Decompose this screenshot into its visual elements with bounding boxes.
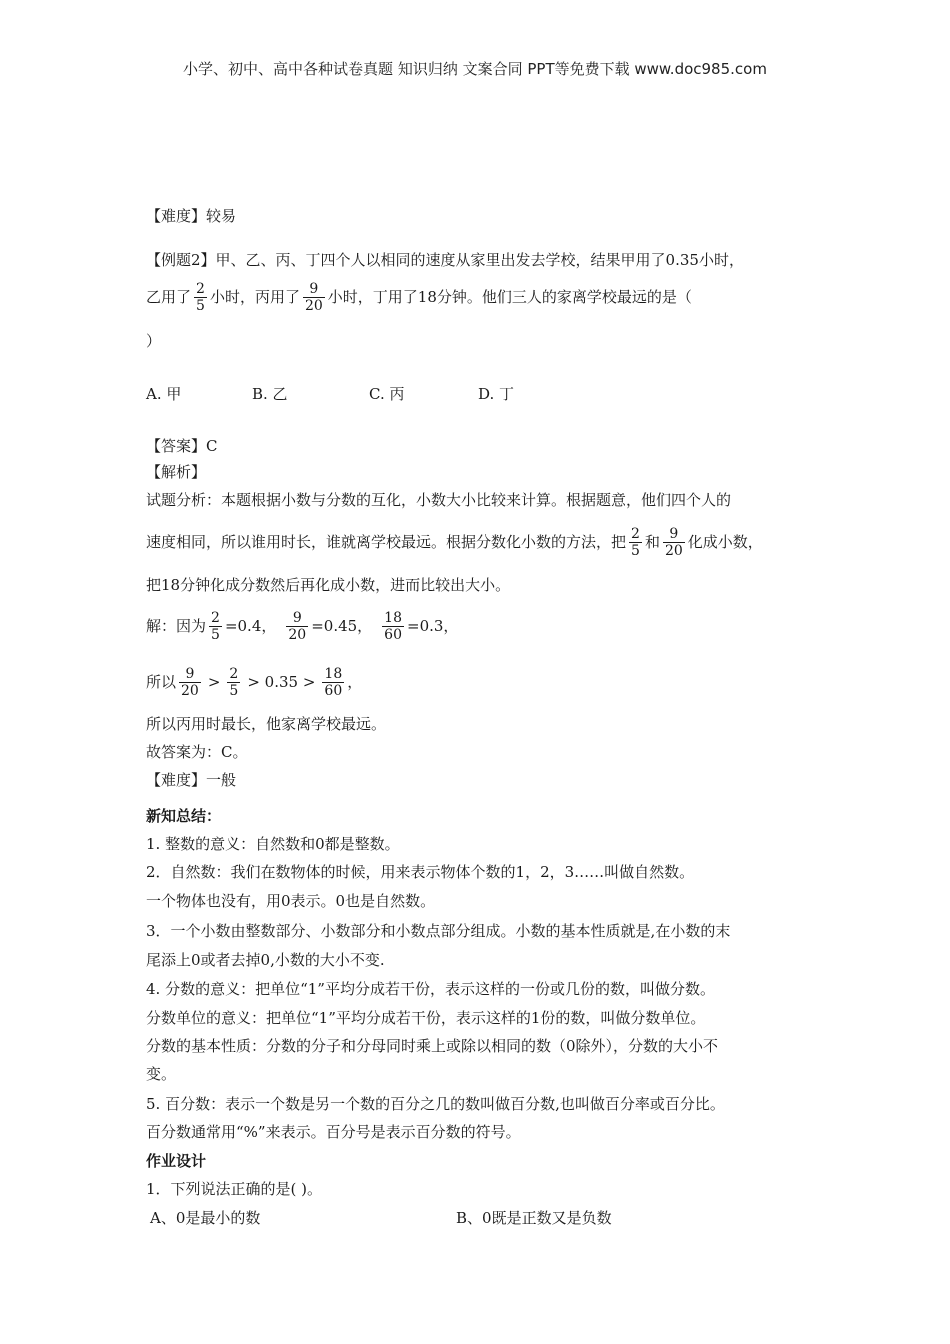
question-1: 1．下列说法正确的是( )。 (146, 1180, 323, 1198)
difficulty-label: 【难度】一般 (146, 771, 237, 789)
option-c: C. 丙 (369, 385, 405, 403)
summary-line: 2．自然数：我们在数物体的时候，用来表示物体个数的1，2，3……叫做自然数。 (146, 863, 695, 881)
solution-text: =0.45， (311, 617, 373, 635)
fraction-18-60: $\frac{18}{60}$ (324, 665, 343, 699)
summary-line: 5. 百分数：表示一个数是另一个数的百分之几的数叫做百分数,也叫做百分率或百分比。 (146, 1095, 725, 1113)
example-text: 乙用了 (146, 288, 192, 306)
solution-text: =0.4， (224, 617, 277, 635)
page-header: 小学、初中、高中各种试卷真题 知识归纳 文案合同 PPT等免费下载 www.doc985.com (183, 60, 767, 78)
comparison-line (146, 662, 362, 702)
analysis-text: 速度相同，所以谁用时长，谁就离学校最远。根据分数化小数的方法，把 (146, 533, 627, 551)
summary-title: 新知总结： (146, 807, 222, 825)
fraction-2-5: $\frac{2}{5}$ (196, 280, 205, 314)
analysis-label: 【解析】 (146, 463, 207, 481)
summary-line: 变。 (146, 1065, 177, 1083)
comparison-text: ， (347, 673, 363, 691)
fraction-9-20: $\frac{9}{20}$ (181, 665, 199, 699)
option-b: B. 乙 (252, 385, 288, 403)
summary-line: 1. 整数的意义：自然数和0都是整数。 (146, 835, 400, 853)
conclusion: 所以丙用时最长，他家离学校最远。 (146, 715, 387, 733)
fraction-9-20: $\frac{9}{20}$ (664, 525, 683, 559)
summary-line: 尾添上0或者去掉0,小数的大小不变. (146, 951, 385, 969)
summary-line: 分数单位的意义：把单位“1”平均分成若干份，表示这样的1份的数，叫做分数单位。 (146, 1009, 706, 1027)
answer: 【答案】C (146, 437, 218, 455)
example-text: 小时，丁用了18分钟。他们三人的家离学校最远的是（ (327, 288, 692, 306)
final-answer: 故答案为：C。 (146, 743, 248, 761)
option-d: D. 丁 (478, 385, 515, 403)
question-1-option-b: B、0既是正数又是负数 (456, 1209, 612, 1227)
summary-line: 分数的基本性质：分数的分子和分母同时乘上或除以相同的数（0除外），分数的大小不 (146, 1037, 719, 1055)
summary-line: 4. 分数的意义：把单位“1”平均分成若干份，表示这样的一份或几份的数，叫做分数。 (146, 980, 715, 998)
example-line-3: ） (146, 332, 162, 350)
greater-than-sign: > (207, 673, 221, 691)
solution-line (146, 606, 458, 646)
fraction-2-5: $\frac{2}{5}$ (229, 665, 239, 699)
question-1-option-a: A、0是最小的数 (150, 1209, 261, 1227)
fraction-9-20: $\frac{9}{20}$ (304, 280, 323, 314)
example-line-1: 【例题2】甲、乙、丙、丁四个人以相同的速度从家里出发去学校，结果甲用了0.35小时， (146, 251, 744, 269)
analysis-line-2 (146, 522, 763, 562)
option-a: A. 甲 (146, 385, 182, 403)
solution-text: =0.3， (407, 617, 459, 635)
summary-line: 3．一个小数由整数部分、小数部分和小数点部分组成。小数的基本性质就是,在小数的末 (146, 922, 731, 940)
fraction-18-60: $\frac{18}{60}$ (384, 609, 402, 643)
comparison-text: 所以 (146, 673, 177, 691)
homework-title: 作业设计 (146, 1152, 207, 1170)
example-line-2 (146, 277, 692, 317)
fraction-9-20: $\frac{9}{20}$ (288, 609, 307, 643)
difficulty-label: 【难度】较易 (146, 207, 237, 225)
summary-line: 一个物体也没有，用0表示。0也是自然数。 (146, 892, 436, 910)
fraction-2-5: $\frac{2}{5}$ (211, 609, 220, 643)
comparison-text: > 0.35 > (247, 673, 316, 691)
analysis-text: 化成小数， (687, 533, 763, 551)
analysis-line-1: 试题分析：本题根据小数与分数的互化，小数大小比较来计算。根据题意，他们四个人的 (146, 491, 732, 509)
example-text: 小时，丙用了 (209, 288, 300, 306)
fraction-2-5: $\frac{2}{5}$ (631, 525, 640, 559)
summary-line: 百分数通常用“%”来表示。百分号是表示百分数的符号。 (146, 1123, 521, 1141)
solution-text: 解：因为 (146, 617, 207, 635)
analysis-text: 和 (644, 533, 660, 551)
analysis-line-3: 把18分钟化成分数然后再化成小数，进而比较出大小。 (146, 576, 511, 594)
